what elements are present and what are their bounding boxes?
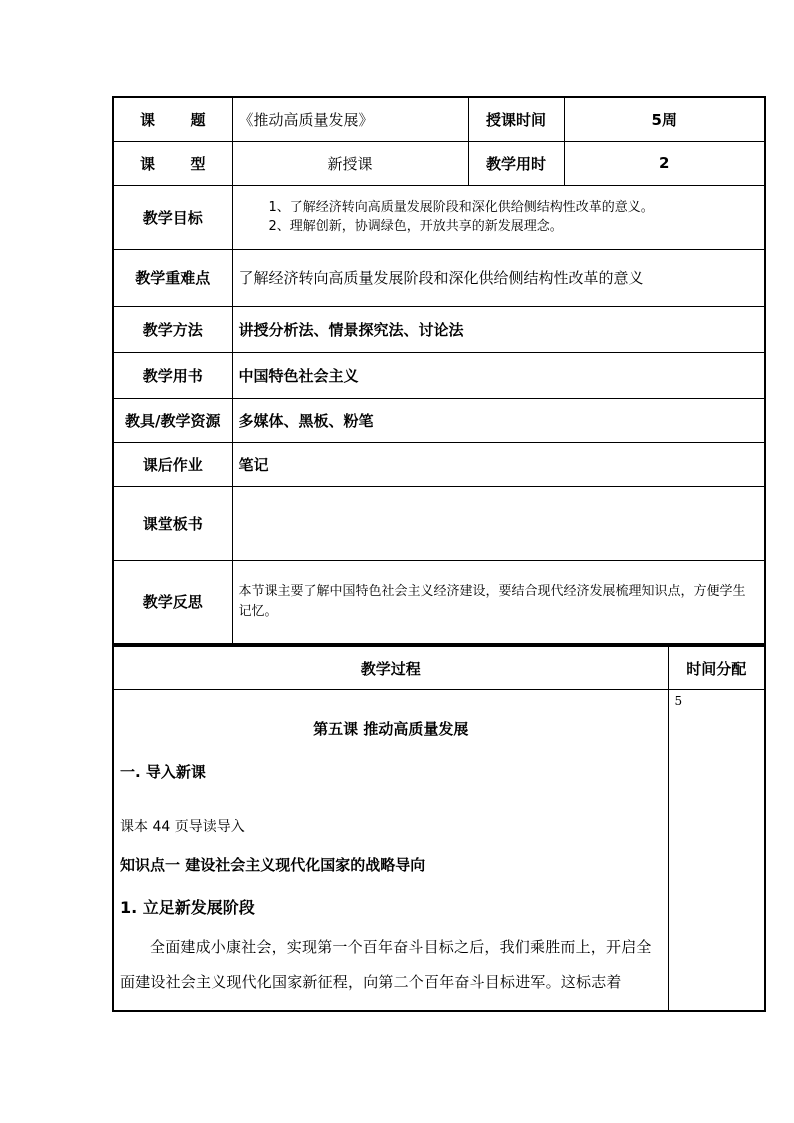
goal-item-1: 1、了解经济转向高质量发展阶段和深化供给侧结构性改革的意义。 xyxy=(268,200,654,215)
board-value xyxy=(232,486,765,560)
row-book xyxy=(113,352,765,398)
knowledge-point-heading: 知识点一 建设社会主义现代化国家的战略导向 xyxy=(120,856,426,874)
goal-item-2: 2、理解创新，协调绿色，开放共享的新发展理念。 xyxy=(268,219,563,234)
row-topic xyxy=(113,97,765,141)
goal-value xyxy=(232,185,765,249)
process-body-row xyxy=(113,690,765,1012)
method-value: 讲授分析法、情景探究法、讨论法 xyxy=(232,306,765,352)
type-label: 课 型 xyxy=(113,141,232,185)
row-tools xyxy=(113,398,765,442)
time-allocation-cell xyxy=(668,690,765,1012)
process-header: 教学过程 xyxy=(113,646,668,690)
tools-value: 多媒体、黑板、粉笔 xyxy=(232,398,765,442)
intro-text: 课本 44 页导读导入 xyxy=(120,819,245,835)
section-heading-intro: 一. 导入新课 xyxy=(120,763,206,781)
type-value: 新授课 xyxy=(232,141,468,185)
process-header-row xyxy=(113,646,765,690)
time-value: 5周 xyxy=(564,97,765,141)
row-type xyxy=(113,141,765,185)
row-reflect xyxy=(113,560,765,644)
method-label: 教学方法 xyxy=(113,306,232,352)
row-focus xyxy=(113,249,765,306)
book-value: 中国特色社会主义 xyxy=(232,352,765,398)
topic-value: 《推动高质量发展》 xyxy=(232,97,468,141)
time-allocation-header: 时间分配 xyxy=(668,646,765,690)
board-label: 课堂板书 xyxy=(113,486,232,560)
time-label: 授课时间 xyxy=(468,97,564,141)
teaching-process-table xyxy=(112,645,766,1012)
process-content xyxy=(113,690,668,1012)
tools-label: 教具/教学资源 xyxy=(113,398,232,442)
hours-label: 教学用时 xyxy=(468,141,564,185)
lesson-title: 第五课 推动高质量发展 xyxy=(313,720,469,738)
lesson-info-table xyxy=(112,96,766,645)
row-homework xyxy=(113,442,765,486)
reflect-value: 本节课主要了解中国特色社会主义经济建设，要结合现代经济发展梳理知识点，方便学生记忆。 xyxy=(232,560,765,644)
reflect-label: 教学反思 xyxy=(113,560,232,644)
book-label: 教学用书 xyxy=(113,352,232,398)
subpoint-heading: 1. 立足新发展阶段 xyxy=(120,898,255,917)
topic-label: 课 题 xyxy=(113,97,232,141)
body-paragraph: 全面建成小康社会，实现第一个百年奋斗目标之后，我们乘胜而上，开启全面建设社会主义现代化国家新征程，向第二个百年奋斗目标进军。这标志着 xyxy=(120,938,652,991)
row-goal xyxy=(113,185,765,249)
row-board xyxy=(113,486,765,560)
row-method xyxy=(113,306,765,352)
hours-value: 2 xyxy=(564,141,765,185)
homework-value: 笔记 xyxy=(232,442,765,486)
focus-label: 教学重难点 xyxy=(113,249,232,306)
time-allocation-value: 5 xyxy=(674,694,683,708)
goal-label: 教学目标 xyxy=(113,185,232,249)
focus-value: 了解经济转向高质量发展阶段和深化供给侧结构性改革的意义 xyxy=(232,249,765,306)
homework-label: 课后作业 xyxy=(113,442,232,486)
